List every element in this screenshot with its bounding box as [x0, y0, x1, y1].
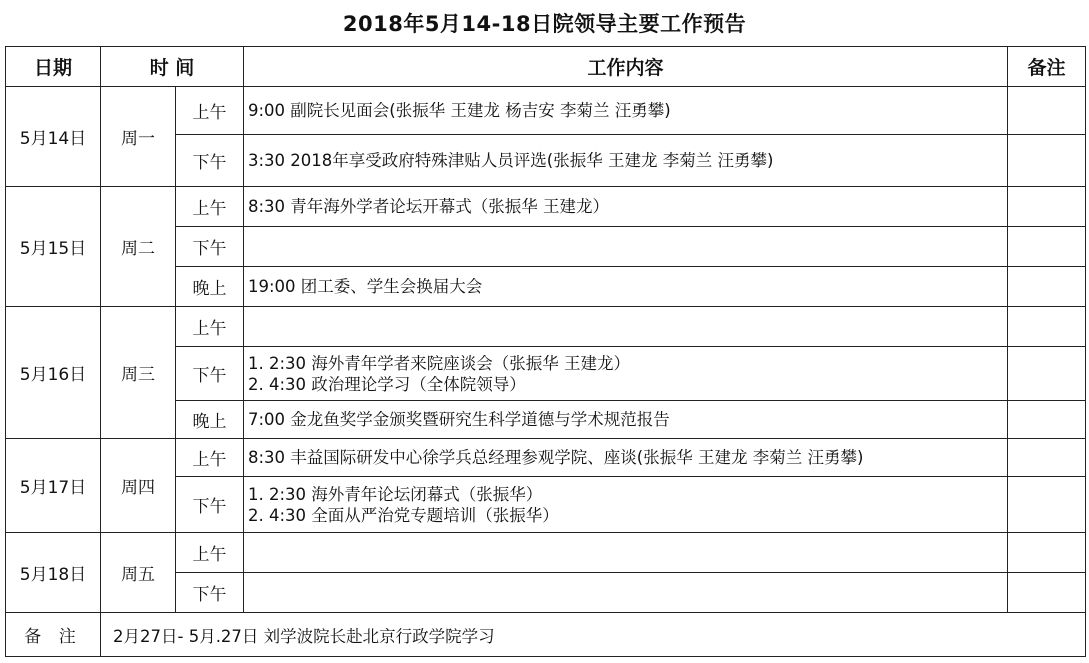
weekday-cell[interactable]: 周五 [101, 533, 176, 613]
period-cell[interactable]: 上午 [176, 307, 244, 347]
weekday-cell[interactable]: 周一 [101, 87, 176, 187]
remarks-cell[interactable] [1008, 477, 1086, 533]
day-date-cell[interactable]: 5月18日 [6, 533, 101, 613]
period-cell[interactable]: 晚上 [176, 401, 244, 439]
period-cell[interactable]: 上午 [176, 439, 244, 477]
table-row [6, 87, 1086, 135]
header-content: 工作内容 [244, 47, 1008, 87]
remarks-cell[interactable] [1008, 573, 1086, 613]
weekday-cell[interactable]: 周四 [101, 439, 176, 533]
day-date-cell[interactable]: 5月16日 [6, 307, 101, 439]
remarks-cell[interactable] [1008, 227, 1086, 267]
work-content-cell[interactable] [244, 439, 1008, 477]
footer-label[interactable]: 备 注 [6, 613, 101, 657]
period-cell[interactable]: 下午 [176, 135, 244, 187]
table-row [6, 439, 1086, 477]
work-content-cell[interactable] [244, 347, 1008, 401]
work-content-cell[interactable] [244, 227, 1008, 267]
weekday-cell[interactable]: 周二 [101, 187, 176, 307]
work-content-cell[interactable] [244, 477, 1008, 533]
period-cell[interactable]: 下午 [176, 477, 244, 533]
work-content-cell[interactable] [244, 307, 1008, 347]
work-content-cell[interactable] [244, 87, 1008, 135]
remarks-cell[interactable] [1008, 135, 1086, 187]
remarks-cell[interactable] [1008, 401, 1086, 439]
day-date-cell[interactable]: 5月15日 [6, 187, 101, 307]
remarks-cell[interactable] [1008, 307, 1086, 347]
table-row [6, 307, 1086, 347]
work-item-text: 7:00 金龙鱼奖学金颁奖暨研究生科学道德与学术规范报告 [248, 410, 670, 429]
work-item-text: 19:00 团工委、学生会换届大会 [248, 277, 483, 296]
table-row [6, 533, 1086, 573]
work-item-text: 2. 4:30 全面从严治党专题培训（张振华） [248, 505, 559, 525]
work-item-text: 3:30 2018年享受政府特殊津贴人员评选(张振华 王建龙 李菊兰 汪勇攀) [248, 151, 774, 170]
footer-note-text[interactable]: 2月27日- 5月.27日 刘学波院长赴北京行政学院学习 [101, 613, 1086, 657]
sheet-title: 2018年5月14-18日院领导主要工作预告 [342, 12, 747, 36]
work-item-text: 2. 4:30 政治理论学习（全体院领导） [248, 374, 526, 394]
weekday-cell[interactable]: 周三 [101, 307, 176, 439]
work-item-text: 1. 2:30 海外青年学者来院座谈会（张振华 王建龙） [248, 353, 631, 373]
period-cell[interactable]: 上午 [176, 187, 244, 227]
remarks-cell[interactable] [1008, 267, 1086, 307]
remarks-cell[interactable] [1008, 347, 1086, 401]
work-item-text: 8:30 青年海外学者论坛开幕式（张振华 王建龙） [248, 197, 610, 216]
remarks-cell[interactable] [1008, 187, 1086, 227]
footer-row [6, 613, 1086, 657]
work-content-cell[interactable] [244, 573, 1008, 613]
period-cell[interactable]: 上午 [176, 87, 244, 135]
remarks-cell[interactable] [1008, 87, 1086, 135]
work-content-cell[interactable] [244, 267, 1008, 307]
day-date-cell[interactable]: 5月14日 [6, 87, 101, 187]
work-content-cell[interactable] [244, 533, 1008, 573]
period-cell[interactable]: 下午 [176, 347, 244, 401]
work-item-text: 8:30 丰益国际研发中心徐学兵总经理参观学院、座谈(张振华 王建龙 李菊兰 汪勇攀) [248, 448, 864, 467]
remarks-cell[interactable] [1008, 533, 1086, 573]
work-content-cell[interactable] [244, 135, 1008, 187]
schedule-table [5, 46, 1086, 657]
header-remarks: 备注 [1008, 47, 1086, 87]
remarks-cell[interactable] [1008, 439, 1086, 477]
day-date-cell[interactable]: 5月17日 [6, 439, 101, 533]
work-content-cell[interactable] [244, 187, 1008, 227]
header-row [6, 47, 1086, 87]
work-content-cell[interactable] [244, 401, 1008, 439]
table-row [6, 187, 1086, 227]
work-item-text: 1. 2:30 海外青年论坛闭幕式（张振华） [248, 484, 543, 504]
work-item-text: 9:00 副院长见面会(张振华 王建龙 杨吉安 李菊兰 汪勇攀) [248, 101, 671, 120]
period-cell[interactable]: 下午 [176, 573, 244, 613]
period-cell[interactable]: 下午 [176, 227, 244, 267]
header-date: 日期 [6, 47, 101, 87]
header-time: 时 间 [101, 47, 244, 87]
period-cell[interactable]: 晚上 [176, 267, 244, 307]
period-cell[interactable]: 上午 [176, 533, 244, 573]
